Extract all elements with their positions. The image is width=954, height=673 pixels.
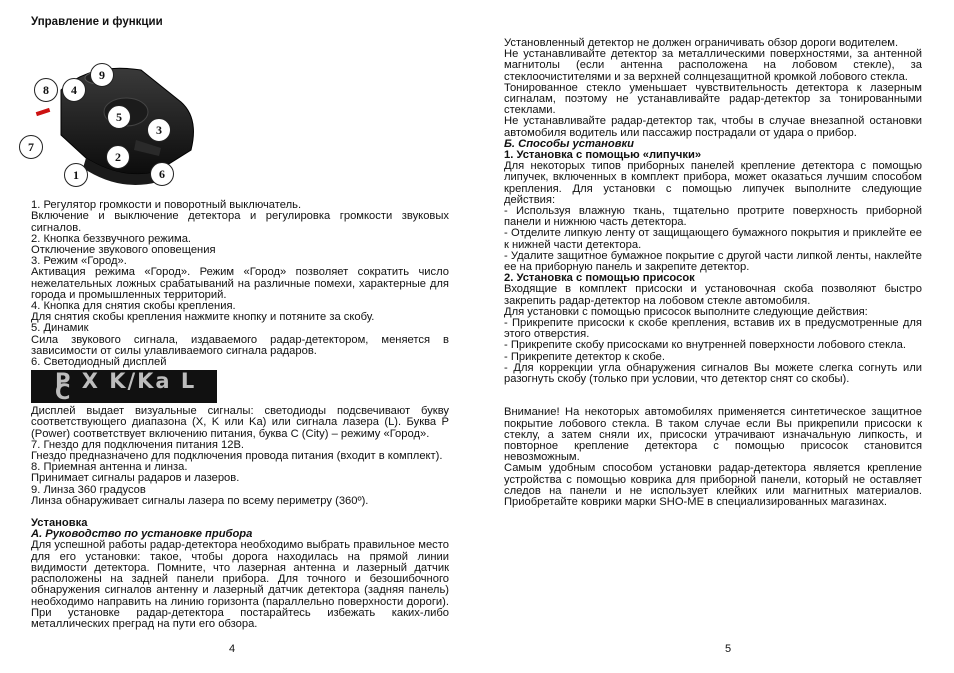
function-line: 2. Кнопка беззвучного режима. — [31, 232, 192, 245]
suction-intro: Для установки с помощью присосок выполните следующие действия: — [504, 305, 868, 318]
velcro-intro: Для некоторых типов приборных панелей крепление детектора с помощью липучек, включенных в комплект прибора, может оказаться лучшим способом крепления. Для установки с помощью липучек выполните следующие действия: — [504, 160, 922, 206]
function-line: 6. Светодиодный дисплей — [31, 356, 167, 369]
callout-9: 9 — [90, 63, 114, 87]
velcro-step: - Отделите липкую ленту от защищающего бумажного покрытия и приклейте ее к нижней части детектора. — [504, 227, 922, 251]
suction-step: - Прикрепите детектор к скобе. — [504, 350, 665, 363]
callout-1: 1 — [64, 163, 88, 187]
install-subheading: А. Руководство по установке прибора — [31, 528, 253, 541]
function-line: 3. Режим «Город». — [31, 255, 127, 268]
callout-5: 5 — [107, 105, 131, 129]
suction-step: - Для коррекции угла обнаружения сигналов Вы можете слегка согнуть или разогнуть скобу (только при условии, что детектор снят со скобы). — [504, 361, 922, 386]
install-text: Для успешной работы радар-детектора необходимо выбрать правильное место для его установки: такое, чтобы дорога находилась на прямой линии видимости детектора. Помните, что лазерная антенна и лазерный датчик расположены на задней панели прибора. Для точного и безошибочного обнаружения сигналов антенну и лазерный датчик детектора (задняя панель) необходимо направить на линию горизонта (параллельно поверхности дороги). При установке радар-детектора постарайтесь избежать каких-либо металлических преград на пути его обзора. — [31, 539, 449, 630]
function-line: Принимает сигналы радаров и лазеров. — [31, 472, 240, 485]
methods-heading: Б. Способы установки — [504, 137, 634, 150]
callout-7: 7 — [19, 135, 43, 159]
intro-paragraph: Не устанавливайте детектор за металлическими поверхностями, за антенной магнитолы (если антенна расположена на лобовом стекле), за стеклоочистителями и за верхней солнцезащитной кромкой лобового стекла. — [504, 48, 922, 83]
velcro-step: - Используя влажную ткань, тщательно протрите поверхность приборной панели и нижнюю часть детектора. — [504, 205, 922, 229]
intro-paragraph: Не устанавливайте радар-детектор так, чтобы в случае внезапной остановки автомобиля водитель или пассажир пострадали от удара о прибор. — [504, 115, 922, 139]
intro-paragraph: Установленный детектор не должен ограничивать обзор дороги водителем. — [504, 37, 899, 49]
callout-6: 6 — [150, 162, 174, 186]
callout-2: 2 — [106, 145, 130, 169]
device-illustration — [28, 40, 231, 190]
warning-paragraph: Внимание! На некоторых автомобилях применяется синтетическое защитное покрытие лобового стекла. В таком случае если Вы прикрепили присоски к стеклу, а затем сняли их, присоски утрачивают изначальную липкость, и повторное крепление детектора с помощью присосок становится невозможным. — [504, 406, 922, 464]
suction-step: - Прикрепите скобу присосками ко внутренней поверхности лобового стекла. — [504, 339, 906, 352]
function-line: Для снятия скобы крепления нажмите кнопку и потяните за скобу. — [31, 311, 375, 324]
right-page — [504, 38, 922, 508]
function-line: 1. Регулятор громкости и поворотный выключатель. — [31, 199, 302, 212]
function-line: Дисплей выдает визуальные сигналы: светодиоды подсвечивают букву соответствующего диапазона (X, K или Ka) или сигнала лазера (L). Буква P (Power) соответствует включению питания, буква C (City) – режиму «Город». — [31, 405, 449, 440]
callout-4: 4 — [62, 78, 86, 102]
function-line: 8. Приемная антенна и линза. — [31, 461, 188, 474]
function-line: Активация режима «Город». Режим «Город» позволяет сократить число нежелательных ложных срабатываний на различные помехи, характерные для города и промышленных территорий. — [31, 266, 449, 301]
function-line: Гнездо предназначено для подключения провода питания (входит в комплект). — [31, 450, 443, 463]
function-line: 9. Линза 360 градусов — [31, 483, 146, 496]
left-page — [28, 16, 449, 630]
callout-8: 8 — [34, 78, 58, 102]
function-line: Сила звукового сигнала, издаваемого радар-детектором, меняется в зависимости от силы улавливаемого сигнала радаров. — [31, 333, 449, 357]
led-display-image: P X K/Ka L C — [31, 370, 217, 403]
callout-3: 3 — [147, 118, 171, 142]
suction-step: - Прикрепите присоски к скобе крепления, вставив их в предусмотренные для этого отверстия. — [504, 317, 922, 341]
function-line: Отключение звукового оповещения — [31, 244, 216, 257]
function-line: 5. Динамик — [31, 322, 89, 335]
section-title: Управление и функции — [31, 16, 163, 28]
velcro-step: - Удалите защитное бумажное покрытие с другой части липкой ленты, наклейте ее на приборную панель и закрепите детектор. — [504, 249, 922, 274]
function-line: 7. Гнездо для подключения питания 12В. — [31, 438, 245, 451]
intro-paragraph: Тонированное стекло уменьшает чувствительность детектора к лазерным сигналам, поэтому не устанавливайте радар-детектор за тонированными стеклами. — [504, 81, 922, 117]
function-line: 4. Кнопка для снятия скобы крепления. — [31, 300, 236, 313]
warning-paragraph: Самым удобным способом установки радар-детектора является крепление устройства с помощью коврика для приборной панели, который не оставляет следов на панели и не использует клейких или магнитных материалов. Приобретайте коврики марки SHO-ME в специализированных магазинах. — [504, 462, 922, 508]
function-line: Включение и выключение детектора и регулировка громкости звуковых сигналов. — [31, 210, 449, 234]
page-number-left: 4 — [229, 643, 236, 655]
velcro-heading: 1. Установка с помощью «липучки» — [504, 149, 702, 162]
function-line: Линза обнаруживает сигналы лазера по всему периметру (360º). — [31, 494, 369, 507]
page-number-right: 5 — [725, 643, 732, 655]
suction-heading: 2. Установка с помощью присосок — [504, 272, 695, 285]
suction-intro: Входящие в комплект присоски и установочная скоба позволяют быстро закрепить радар-детектор на лобовом стекле автомобиля. — [504, 283, 922, 307]
radar-detector-image — [31, 40, 231, 190]
install-heading: Установка — [31, 517, 88, 530]
